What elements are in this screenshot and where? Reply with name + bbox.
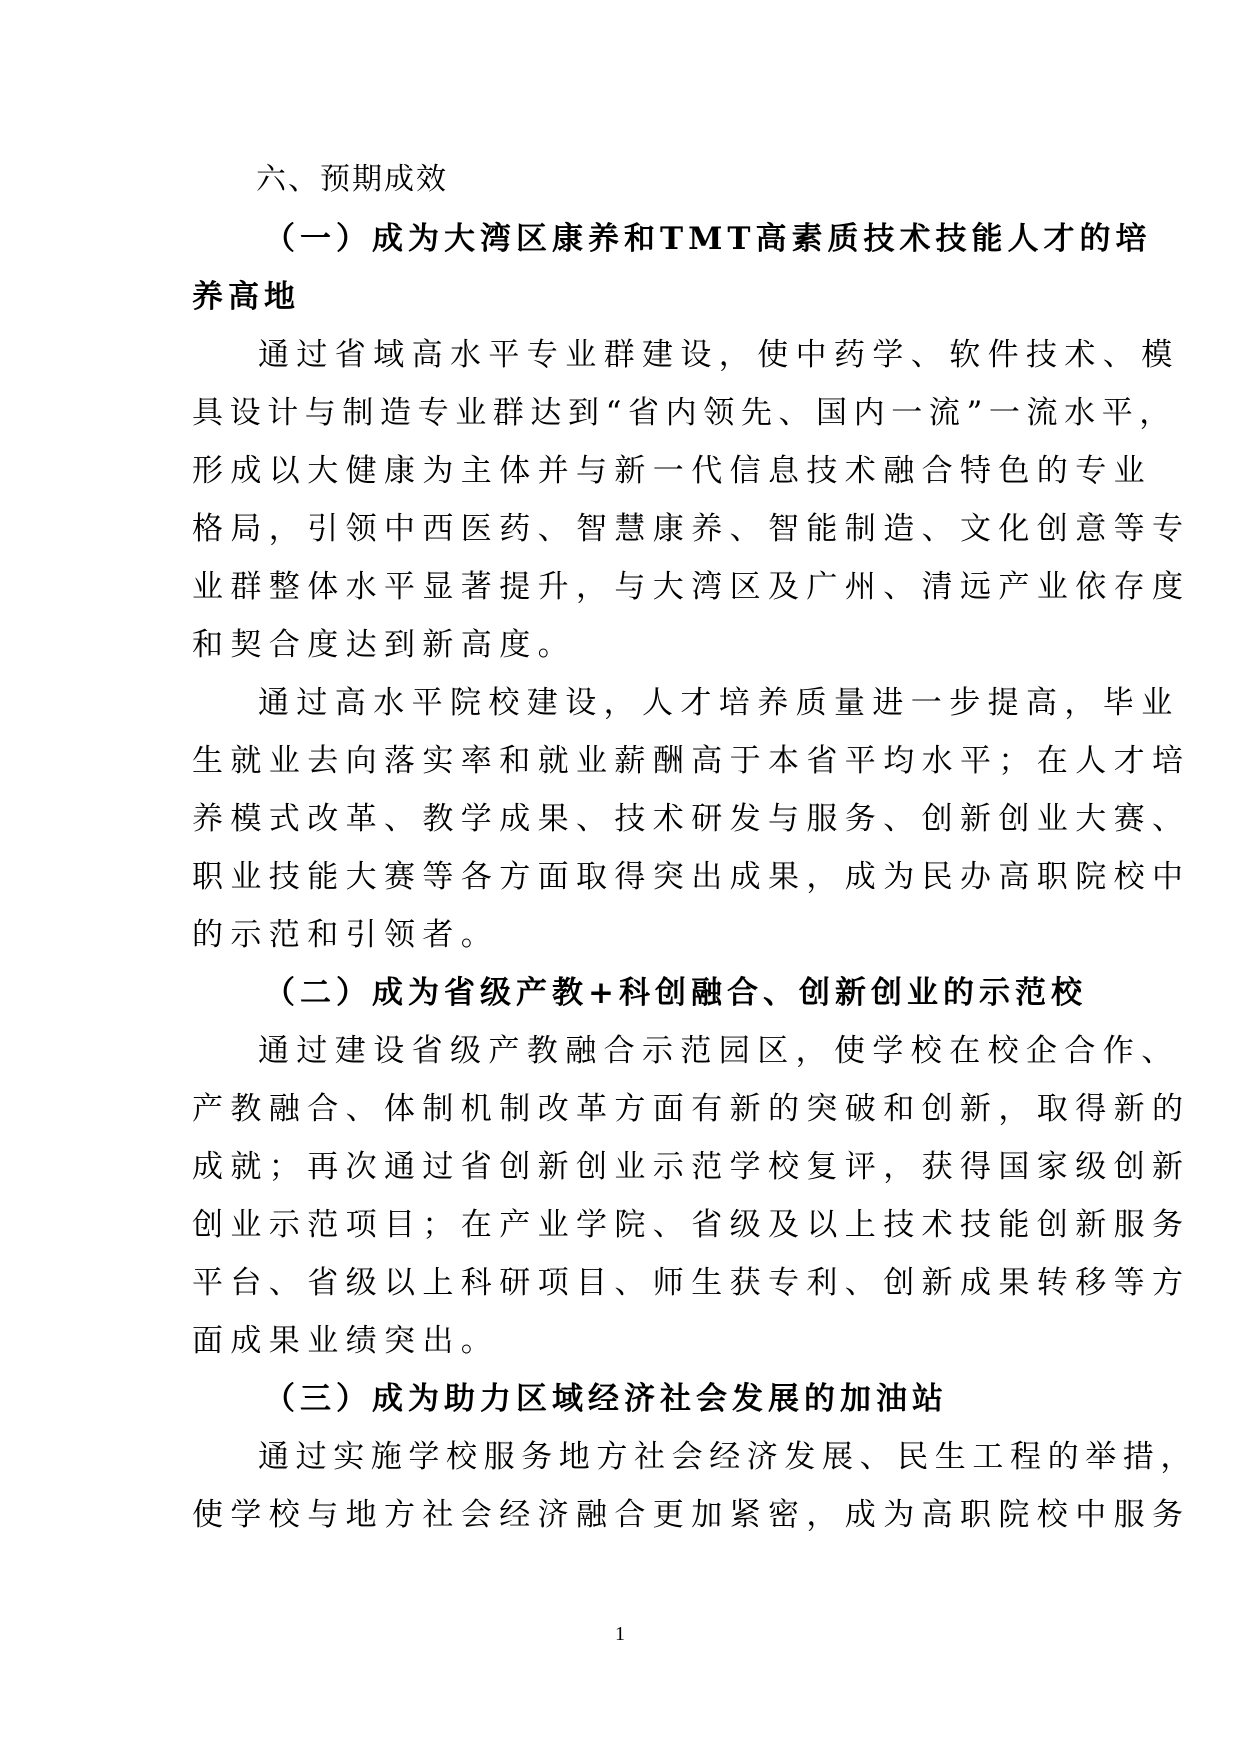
text-line: 面成果业绩突出。 bbox=[192, 1323, 500, 1359]
page-number: 1 bbox=[615, 1623, 625, 1645]
subsection-title: （三）成为助力区域经济社会发展的加油站 bbox=[264, 1381, 948, 1417]
text-line: 产教融合、体制机制改革方面有新的突破和创新，取得新的 bbox=[192, 1091, 1191, 1127]
text-line: 格局，引领中西医药、智慧康养、智能制造、文化创意等专 bbox=[192, 511, 1191, 547]
text-line: 形成以大健康为主体并与新一代信息技术融合特色的专业 bbox=[192, 453, 1152, 489]
text-line: 使学校与地方社会经济融合更加紧密，成为高职院校中服务 bbox=[192, 1497, 1191, 1533]
text-line: 业群整体水平显著提升，与大湾区及广州、清远产业依存度 bbox=[192, 569, 1191, 605]
text-line: 成就；再次通过省创新创业示范学校复评，获得国家级创新 bbox=[192, 1149, 1191, 1185]
paragraph bbox=[192, 674, 1191, 964]
paragraph bbox=[192, 326, 1191, 674]
text-line: 通过实施学校服务地方社会经济发展、民生工程的举措， bbox=[258, 1439, 1198, 1475]
subsection-2 bbox=[192, 964, 1191, 1370]
text-line: 通过建设省级产教融合示范园区，使学校在校企合作、 bbox=[258, 1033, 1180, 1069]
subsection-title: （一）成为大湾区康养和TMT高素质技术技能人才的培 bbox=[264, 221, 1152, 257]
text-line: 生就业去向落实率和就业薪酬高于本省平均水平；在人才培 bbox=[192, 743, 1191, 779]
subsection-title: 养高地 bbox=[192, 279, 300, 315]
text-line: 具设计与制造专业群达到“省内领先、国内一流”一流水平， bbox=[192, 395, 1177, 431]
subsection-3 bbox=[192, 1370, 1198, 1544]
text-line: 通过高水平院校建设，人才培养质量进一步提高，毕业 bbox=[258, 685, 1180, 721]
text-line: 养模式改革、教学成果、技术研发与服务、创新创业大赛、 bbox=[192, 801, 1191, 837]
subsection-1 bbox=[192, 210, 1191, 964]
section-heading: 六、预期成效 bbox=[256, 162, 448, 197]
text-line: 通过省域高水平专业群建设，使中药学、软件技术、模 bbox=[258, 337, 1180, 373]
paragraph bbox=[192, 1022, 1191, 1370]
paragraph bbox=[192, 1428, 1198, 1544]
text-line: 职业技能大赛等各方面取得突出成果，成为民办高职院校中 bbox=[192, 859, 1191, 895]
text-line: 创业示范项目；在产业学院、省级及以上技术技能创新服务 bbox=[192, 1207, 1191, 1243]
text-line: 和契合度达到新高度。 bbox=[192, 627, 576, 663]
subsection-title: （二）成为省级产教+科创融合、创新创业的示范校 bbox=[264, 975, 1087, 1011]
text-line: 平台、省级以上科研项目、师生获专利、创新成果转移等方 bbox=[192, 1265, 1191, 1301]
document-page bbox=[192, 150, 1198, 1544]
text-line: 的示范和引领者。 bbox=[192, 917, 500, 953]
